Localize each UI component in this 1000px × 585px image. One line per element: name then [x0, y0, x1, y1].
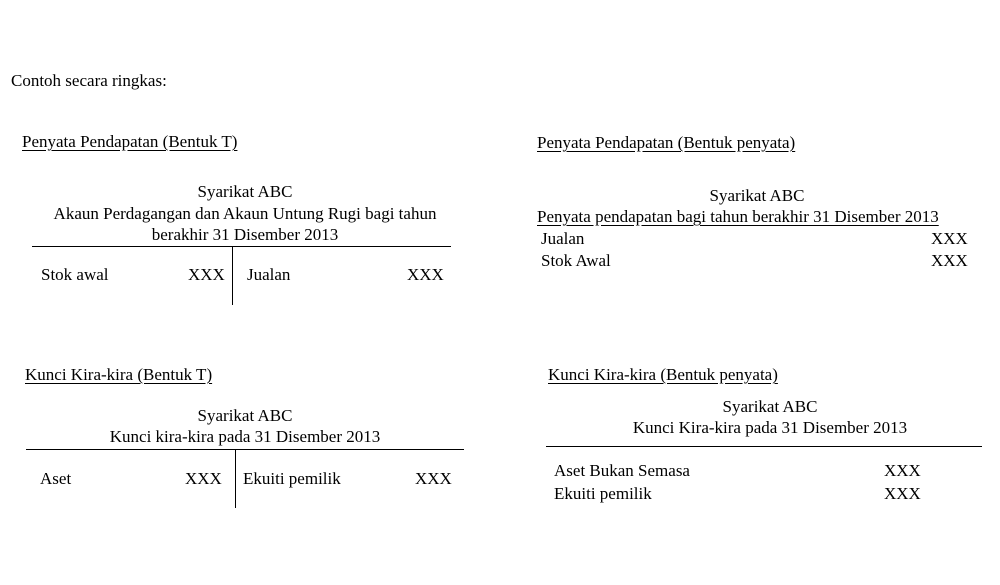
income-t-top-rule	[32, 246, 451, 247]
income-t-divider	[232, 246, 233, 305]
income-stmt-row-value: XXX	[931, 229, 968, 248]
balance-stmt-row-label: Aset Bukan Semasa	[554, 461, 690, 480]
balance-t-divider	[235, 449, 236, 508]
balance-stmt-heading: Kunci Kira-kira (Bentuk penyata)	[548, 365, 778, 384]
balance-t-heading: Kunci Kira-kira (Bentuk T)	[25, 365, 213, 384]
balance-stmt-row-value: XXX	[884, 484, 921, 503]
income-stmt-row-label: Jualan	[541, 229, 585, 248]
intro-text: Contoh secara ringkas:	[11, 71, 167, 90]
income-stmt-heading: Penyata Pendapatan (Bentuk penyata)	[537, 133, 796, 152]
balance-stmt-row-label: Ekuiti pemilik	[554, 484, 652, 503]
balance-stmt-title: Kunci Kira-kira pada 31 Disember 2013	[632, 418, 908, 437]
income-stmt-row-value: XXX	[931, 251, 968, 270]
income-t-left-label: Stok awal	[41, 265, 109, 284]
balance-stmt-row-value: XXX	[884, 461, 921, 480]
income-stmt-company: Syarikat ABC	[709, 186, 805, 205]
income-t-left-value: XXX	[188, 265, 225, 284]
balance-t-left-value: XXX	[185, 469, 222, 488]
balance-t-title: Kunci kira-kira pada 31 Disember 2013	[109, 427, 381, 446]
income-t-title-line1: Akaun Perdagangan dan Akaun Untung Rugi bagi tahun	[53, 204, 437, 223]
balance-t-top-rule	[26, 449, 464, 450]
income-t-right-value: XXX	[407, 265, 444, 284]
balance-t-right-value: XXX	[415, 469, 452, 488]
balance-t-company: Syarikat ABC	[197, 406, 293, 425]
income-t-heading: Penyata Pendapatan (Bentuk T)	[22, 132, 238, 151]
balance-stmt-company: Syarikat ABC	[722, 397, 818, 416]
balance-t-right-label: Ekuiti pemilik	[243, 469, 341, 488]
income-stmt-row-label: Stok Awal	[541, 251, 611, 270]
income-t-company: Syarikat ABC	[197, 182, 293, 201]
income-stmt-title: Penyata pendapatan bagi tahun berakhir 31 Disember 2013	[537, 207, 939, 226]
income-t-right-label: Jualan	[247, 265, 291, 284]
balance-t-left-label: Aset	[40, 469, 72, 488]
income-t-title-line2: berakhir 31 Disember 2013	[151, 225, 339, 244]
balance-stmt-top-rule	[546, 446, 982, 447]
